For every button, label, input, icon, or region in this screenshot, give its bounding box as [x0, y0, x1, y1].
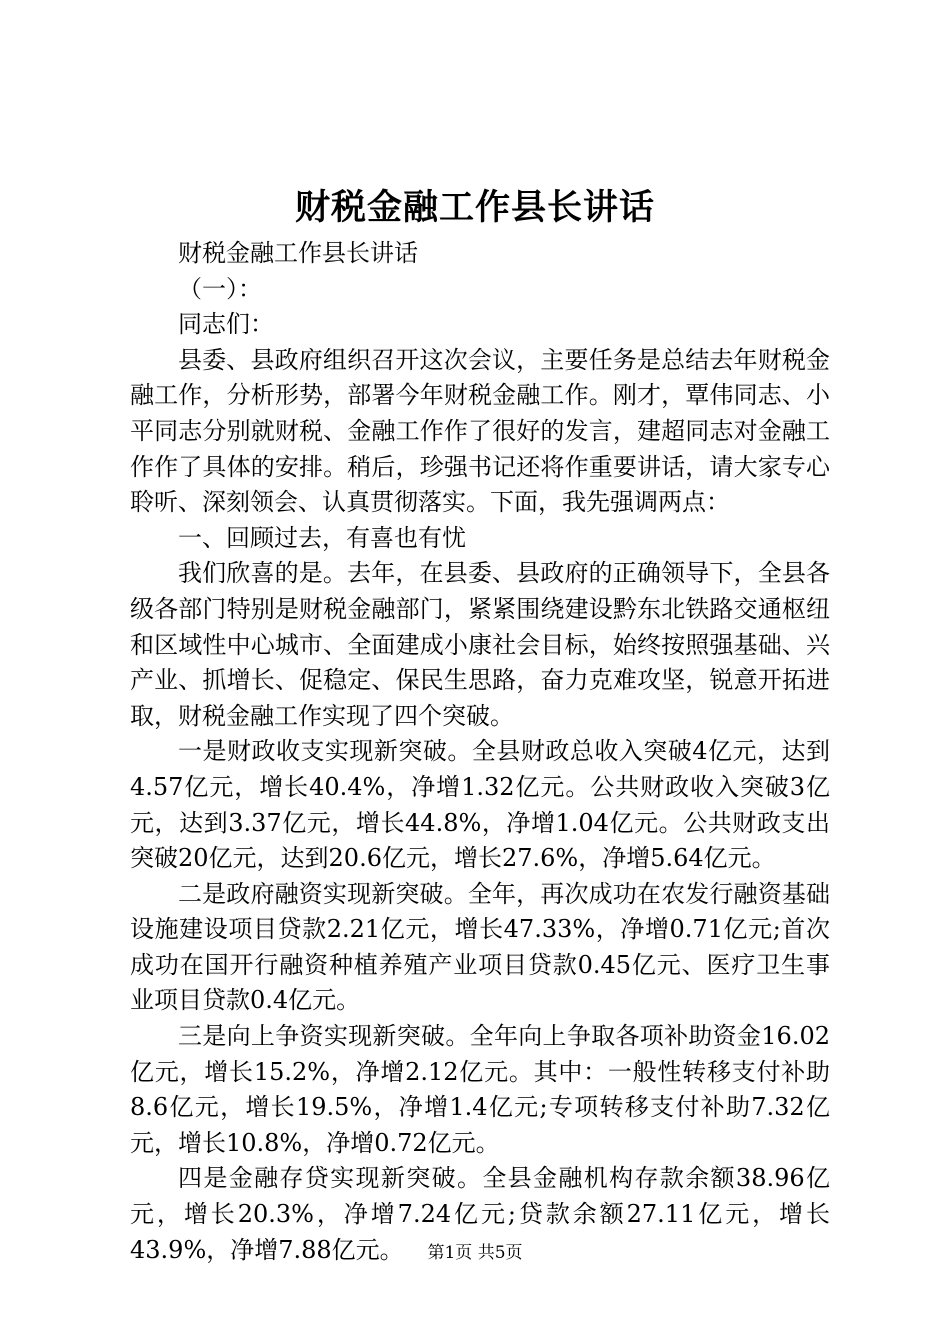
paragraph-heading-review: 一、回顾过去，有喜也有忧	[178, 523, 466, 552]
paragraph-opening: 县委、县政府组织召开这次会议，主要任务是总结去年财税金融工作，分析形势，部署今年财税金融工作。刚才，覃伟同志、小平同志分别就财税、金融工作作了很好的发言，建超同志对金融工作作了具体的安排。稍后，珍强书记还将作重要讲话，请大家专心聆听、深刻领会、认真贯彻落实。下面，我先强调两点：	[130, 345, 830, 517]
paragraph-section-number: （一）：	[178, 274, 262, 303]
paragraph-salutation: 同志们：	[178, 310, 274, 339]
paragraph-achievements-intro: 我们欣喜的是。去年，在县委、县政府的正确领导下，全县各级各部门特别是财税金融部门，紧紧围绕建设黔东北铁路交通枢纽和区域性中心城市、全面建成小康社会目标，始终按照强基础、兴产业、抓增长、促稳定、保民生思路，奋力克难攻坚，锐意开拓进取，财税金融工作实现了四个突破。	[130, 559, 830, 730]
paragraph-funding-breakthrough: 三是向上争资实现新突破。全年向上争取各项补助资金16.02亿元，增长15.2%，净增2.12亿元。其中：一般性转移支付补助8.6亿元，增长19.5%，净增1.4亿元;专项转移支付补助7.32亿元，增长10.8%，净增0.72亿元。	[130, 1022, 830, 1157]
page-footer: 第1页 共5页	[427, 1243, 523, 1263]
paragraph-financing-breakthrough: 二是政府融资实现新突破。全年，再次成功在农发行融资基础设施建设项目贷款2.21亿元，增长47.33%，净增0.71亿元;首次成功在国开行融资种植养殖产业项目贷款0.45亿元、医疗卫生事业项目贷款0.4亿元。	[130, 879, 830, 1015]
paragraph-fiscal-breakthrough: 一是财政收支实现新突破。全县财政总收入突破4亿元，达到4.57亿元，增长40.4%，净增1.32亿元。公共财政收入突破3亿元，达到3.37亿元，增长44.8%，净增1.04亿元。公共财政支出突破20亿元，达到20.6亿元，增长27.6%，净增5.64亿元。	[130, 737, 830, 873]
document-body	[130, 236, 830, 1268]
paragraph-subtitle: 财税金融工作县长讲话	[178, 239, 418, 267]
paragraph-deposit-loan-breakthrough: 四是金融存贷实现新突破。全县金融机构存款余额38.96亿元，增长20.3%，净增7.24亿元;贷款余额27.11亿元，增长43.9%，净增7.88亿元。	[130, 1164, 830, 1264]
document-title: 财税金融工作县长讲话	[294, 187, 655, 228]
